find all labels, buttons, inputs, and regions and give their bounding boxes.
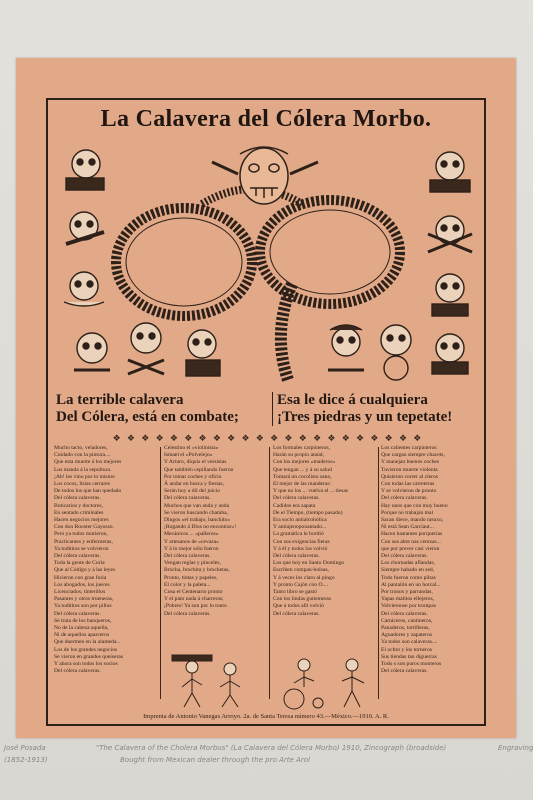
verse-line: Con sus abre nas cerezas... <box>381 538 441 545</box>
subtitle-left-line-2: Del Cólera, está en combate; <box>56 409 239 425</box>
verse-line: Licenciados, tinterillos <box>54 589 106 596</box>
skull-bottom-right-3 <box>432 334 468 374</box>
verse-line: Del cólera calaveras. <box>381 553 428 560</box>
serpent-figure <box>116 189 400 380</box>
verse-line: Ya todititos son por pillos <box>54 603 112 610</box>
verse-line: Los de los grandes negocios <box>54 646 118 653</box>
pencil-note-left: José Posada <box>4 744 46 752</box>
verse-line: Y el pato nada á charreras; <box>164 596 224 603</box>
pencil-note-right: Engraving <box>498 744 533 752</box>
verse-line: Carniceros, cantineros, <box>381 617 433 624</box>
verse-line: Por tronos y parrandas, <box>381 589 433 596</box>
verse-line: Hay unos que con muy bueno <box>381 502 448 509</box>
verse-line: Que cargan siempre chacets, <box>381 452 445 459</box>
verse-line: Y á lo mejor sólo fueron <box>164 545 219 552</box>
subtitle-left <box>56 392 272 426</box>
subtitle-right-line-1: Esa le dice á cualquiera <box>277 392 428 408</box>
verse-line: Los que hoy en Santo Domingo <box>273 560 345 567</box>
skull-bottom-right-2 <box>381 325 411 380</box>
verse-line: Del cólera calaveras. <box>273 495 320 502</box>
verse-line: Pero ya todos murieron, <box>54 531 108 538</box>
small-skeleton-vignettes <box>166 651 376 711</box>
verse-line: De todos los que han quedado <box>54 488 122 495</box>
verse-line: Boticarios y doctores, <box>54 502 103 509</box>
verse-line: Los manda á la sepultura. <box>54 466 112 473</box>
verse-line: Del cólera calaveras. <box>54 495 101 502</box>
skeleton-cyclist <box>284 659 323 709</box>
verse-line: Volvieronse por trompas <box>381 603 436 610</box>
verse-line: Que al Código y á las leyes <box>54 567 116 574</box>
verse-line: Hacen negocios mejores <box>54 517 109 524</box>
verse-line: Hacen bastantes porquerías <box>381 531 443 538</box>
skull-top-left <box>66 150 104 190</box>
verse-column-1 <box>54 445 157 703</box>
verse-line: Mecánicos ... «palleros» <box>164 531 219 538</box>
verse-line: De el Tiempo, (tiempo pasado) <box>273 509 343 516</box>
pencil-note-provenance: Bought from Mexican dealer through the pro Arte Arol <box>120 756 310 764</box>
verse-line: Cadidos era zapata <box>273 502 316 509</box>
verse-line: Y manejan buenos coches <box>381 459 440 466</box>
subtitle-left-line-1: La terrible calavera <box>56 392 184 408</box>
printer-imprint: Imprenta de Antonio Vanegas Arroyo. 2a. de Santa Teresa número 43.—México.—1910. A. R. <box>143 713 389 720</box>
verse-line: Sacan diece, mando rasuxo, <box>381 517 444 524</box>
verse-line: Ni de aquellos aparceros <box>54 632 110 639</box>
verse-line: Harán su propio ataúd, <box>273 452 324 459</box>
verse-line: Al pantalón en un horcal... <box>381 581 441 588</box>
subtitle-right <box>272 392 484 426</box>
verse-line: Dingos «el trabajo, banchito» <box>164 517 231 524</box>
verse-line: Los formales carpinteros, <box>273 445 331 451</box>
verse-line: La gramática le bordió <box>273 531 324 538</box>
pencil-note-dates: (1852-1913) <box>4 756 48 764</box>
verse-line: ¡Ah! les vino por lo mismo <box>54 473 115 480</box>
verse-line: Los cocos, listas cerrares <box>54 481 110 488</box>
verse-line: Mucho tacto, veladores, <box>54 445 108 451</box>
verse-line: Del cólera calaveras. <box>54 668 101 675</box>
verse-line: Y artesanos de «cevaza» <box>164 538 219 545</box>
skull-bottom-left-3 <box>186 330 220 376</box>
verse-line: Con los lindas gutíemeras <box>273 596 331 603</box>
verse-line: Y ahora son todos los socios <box>54 661 118 668</box>
verse-line: Se vieron en grandes queiseras <box>54 653 123 660</box>
verse-line: Tuvieron muerte violenta <box>381 466 438 473</box>
verse-line: Practicantes y enfermeras, <box>54 538 113 545</box>
skull-right-3 <box>432 274 468 316</box>
verse-line: Porque no trabajan mal <box>381 509 434 516</box>
verse-line: Y Arturo, diquis el versistas <box>164 459 227 466</box>
verse-line: Del cólera calaveras. <box>381 610 428 617</box>
verse-line: Ya todos son calaveras.... <box>381 639 438 646</box>
subtitle-right-line-2: ¡Tres piedras y un tepetate! <box>277 409 453 425</box>
verse-line: Del cólera calaveras. <box>54 610 101 617</box>
verse-line: Del cólera calaveras. <box>164 495 211 502</box>
verse-line: Cosa el Centenario pronto <box>164 589 223 596</box>
verse-line: que por prever casi vieron <box>381 545 440 552</box>
ornament-divider: ❖ ❖ ❖ ❖ ❖ ❖ ❖ ❖ ❖ ❖ ❖ ❖ ❖ ❖ ❖ ❖ ❖ ❖ ❖ ❖ ❖ ❖ <box>112 433 424 443</box>
verse-line: Brocha, brochita y brochetas, <box>164 567 230 574</box>
skeleton-figure-4 <box>342 659 364 707</box>
verse-line: Á andar en busca y fiestas, <box>164 481 224 488</box>
verse-line: Tanto libro se gastó <box>273 589 317 596</box>
verse-line: Que á todos allí volvió <box>273 603 324 610</box>
verse-line: Quisieron correr al cleros <box>381 473 438 480</box>
verse-line: Con todas las carreteras <box>381 481 435 488</box>
verse-line: Del cólera calaveras. <box>381 495 428 502</box>
verse-line: Del cólera calaveras. <box>164 610 211 617</box>
verse-column-4 <box>381 445 484 703</box>
verse-line: Sus tiendas tan diguerras <box>381 653 437 660</box>
verse-line: Todo fueron como piltas <box>381 574 436 581</box>
verse-line: Con los mejores «maderos» <box>273 459 336 466</box>
verse-line: Serán hoy a dil del juicio <box>164 488 221 495</box>
verse-line: ¡Pobres! Ya son por lo tonto <box>164 603 227 610</box>
verse-line: Que esta muerte á los mejores <box>54 459 122 466</box>
verse-line: Vengan reglas y pinceles, <box>164 560 221 567</box>
skeleton-figure-1 <box>172 655 212 707</box>
verse-line: Del cólera calaveras. <box>164 553 211 560</box>
verse-line: Cuidado con la pintura.... <box>54 452 111 459</box>
verse-line: Ya todititos se volvieron <box>54 545 109 552</box>
verse-line: Con sus exigencias fieras <box>273 538 330 545</box>
cholera-skeleton-illustration <box>52 134 482 386</box>
skull-bottom-left-1 <box>74 333 110 370</box>
verse-line: Escriben compan-bolsas, <box>273 567 329 574</box>
verse-line: Celestino el «violinista» <box>164 445 219 451</box>
verse-line: Que también cepillando fueron <box>164 466 234 473</box>
column-divider <box>160 447 161 699</box>
verse-line: ¡Rogando á Dios no encontrar»! <box>164 524 237 531</box>
verse-line: Panaderos, tortilleras, <box>381 625 430 632</box>
skull-top-right <box>430 152 470 192</box>
verse-line: Que tengan ... y á su salud <box>273 466 332 473</box>
verse-line: Se trata de los banqueros, <box>54 617 112 624</box>
broadside-title: La Calavera del Cólera Morbo. <box>100 106 432 132</box>
verse-line: Del cólera calaveras. <box>54 553 101 560</box>
verse-line: Y pronto Cajón con O.... <box>273 581 329 588</box>
pencil-note-middle: "The Calavera of the Cholera Morbus" (La Calavera del Cólera Morbo) 1910, Zincograph (broadside) <box>96 744 447 752</box>
verse-line: Con don Rooster Gayosso. <box>54 524 114 531</box>
verse-line: Muchos que van anda y anda <box>164 502 230 509</box>
verse-line: Y á veces los claro al pingo <box>273 574 335 581</box>
verse-line: Ismael el «Polvelejo» <box>164 452 213 459</box>
verse-line: Aguadores y zapateros <box>381 632 432 639</box>
skull-bottom-right-1 <box>328 325 364 370</box>
verse-line: Y que no los ... vuelva el ... tiesas <box>273 488 348 495</box>
verse-line: Y se volvieron de pronto <box>381 488 437 495</box>
verse-line: Los calientes carpinteros <box>381 445 437 451</box>
verse-line: Siempre habado en sed, <box>381 567 435 574</box>
verse-line: Del cólera calaveras. <box>381 668 428 675</box>
verse-line: Hicieron con gran furia <box>54 574 107 581</box>
verse-line: Se vieron buscando chamba, <box>164 509 228 516</box>
verse-line: En sentado criminales <box>54 509 104 516</box>
cholera-head <box>212 147 318 204</box>
verse-line: Que duermen en la alameda... <box>54 639 121 646</box>
verse-line: Tomará un cocolisto sano, <box>273 473 332 480</box>
verse-columns <box>54 445 482 715</box>
skull-bottom-left-2 <box>128 323 164 374</box>
verse-line: Todo s son puros monteros <box>381 661 442 668</box>
skull-right-2 <box>428 216 472 252</box>
verse-line: El ocbro y los torneros <box>381 646 432 653</box>
verse-line: Pronto, tintas y papeles, <box>164 574 218 581</box>
skull-left-3 <box>64 272 104 306</box>
verse-line: Y antiajenoponantado... <box>273 524 327 531</box>
verse-line: No de la cabeza aquella, <box>54 625 109 632</box>
verse-line: Los abogados, los jueces <box>54 581 110 588</box>
skeleton-figure-2 <box>220 663 240 707</box>
verse-line: Yapas malitos ellejeros, <box>381 596 435 603</box>
verse-line: Y á él y todos los volvió <box>273 545 328 552</box>
broadside-sheet <box>16 58 516 738</box>
column-divider <box>378 447 379 699</box>
verse-line: Del cólera calaveras. <box>273 553 320 560</box>
verse-line: Del cólera calaveras. <box>273 610 320 617</box>
verse-line: Era socio antialcohólica <box>273 517 327 524</box>
verse-line: El mejor de las manderas: <box>273 481 332 488</box>
verse-line: Ni está Sean Garciaut... <box>381 524 434 531</box>
verse-line: El color y la paleta... <box>164 581 211 588</box>
verse-line: Toda la gente de Curia <box>54 560 105 567</box>
verse-line: Los chornadas aflandas, <box>381 560 435 567</box>
skull-left-2 <box>66 212 104 244</box>
verse-line: Por tomar coches y ofício <box>164 473 222 480</box>
verse-line: Pasantes y otros trueneras, <box>54 596 114 603</box>
print-frame <box>46 98 486 726</box>
